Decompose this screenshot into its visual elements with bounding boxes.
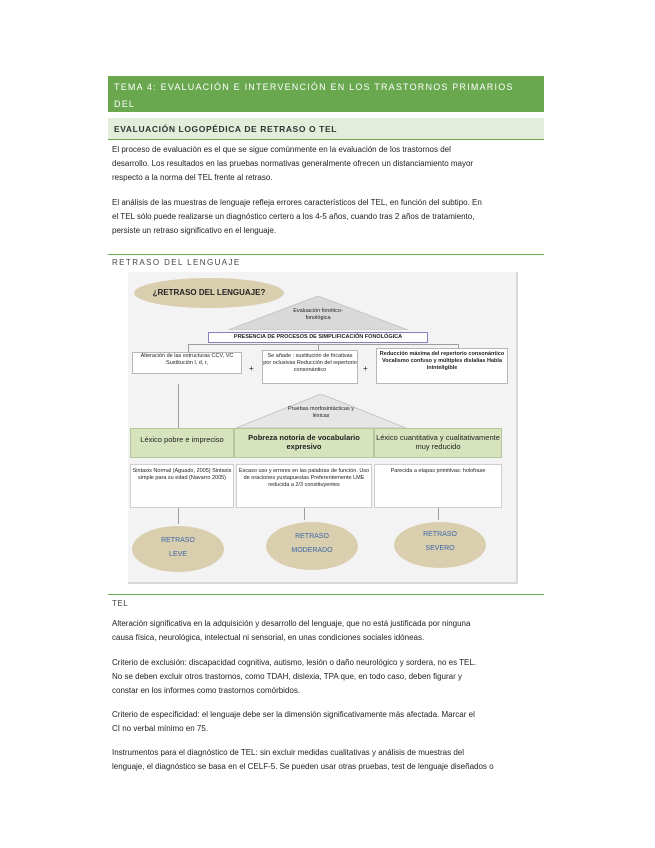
text-line: El análisis de las muestras de lenguaje refleja errores característicos del TEL, en función del subtipo. En [112,198,482,207]
banner-line-1: TEMA 4: EVALUACIÓN E INTERVENCIÓN EN LOS TRASTORNOS PRIMARIOS DEL [114,82,514,109]
oval-severo [394,522,486,568]
section-divider [108,254,544,255]
tel-paragraph-4 [112,746,540,774]
oval-moderado [266,522,358,570]
connector [178,508,179,524]
oval-severo-line2: SEVERO [425,545,455,552]
section-divider [108,594,544,595]
question-oval: ¿RETRASO DEL LENGUAJE? [134,278,284,308]
connector [438,508,439,520]
text-line: persiste un retraso significativo en el lenguaje. [112,226,277,235]
oval-leve-line1: RETRASO [161,537,195,544]
tel-paragraph-3 [112,708,540,736]
oval-moderado-line1: RETRASO [295,533,329,540]
syntax-left: Sintaxis Normal (Aguado, 2005) Sintaxis simple para su edad (Navarro 2005) [130,464,234,508]
text-line: Criterio de exclusión: discapacidad cognitiva, autismo, lesión o daño neurológico y sordera, no es TEL. [112,658,477,667]
connector [178,384,179,428]
connector [304,508,305,520]
plus-sign: + [249,364,254,373]
oval-leve [132,526,224,572]
connector [188,344,189,352]
connector [188,344,458,345]
title-banner [108,76,544,112]
text-line: El proceso de evaluación es el que se sigue comúnmente en la evaluación de los trastornos del [112,145,451,154]
text-line: lenguaje, el diagnóstico se basa en el CELF-5. Se pueden usar otras pruebas, test de lenguaje diseñados o [112,762,494,771]
section-title-tel: TEL [112,599,129,608]
presencia-box: PRESENCIA DE PROCESOS DE SIMPLIFICACIÓN FONOLÓGICA [208,332,428,343]
lexico-right: Léxico cuantitativa y cualitativamente muy reducido [374,428,502,458]
text-line: causa física, neurológica, intelectual ni sensorial, en unas condiciones sociales idóneas. [112,633,425,642]
box-right: Reducción máxima del repertorio consonántico Vocalismo confuso y múltiples dislalias Habla ininteligible [376,348,508,384]
intro-paragraph-2 [112,196,540,238]
text-line: constar en los informes como trastornos comórbidos. [112,686,301,695]
intro-paragraph-1 [112,143,540,185]
text-line: Criterio de especificidad: el lenguaje debe ser la dimensión significativamente más afectada. Marcar el [112,710,475,719]
tel-paragraph-1 [112,617,540,645]
lexico-left: Léxico pobre e impreciso [130,428,234,458]
pruebas-label: Pruebas morfosintácticas y léxicas [287,406,355,419]
section-title-retraso: RETRASO DEL LENGUAJE [112,258,241,267]
text-line: Instrumentos para el diagnóstico de TEL: sin excluir medidas cualitativas y análisis de muestras del [112,748,465,757]
text-line: Alteración significativa en la adquisición y desarrollo del lenguaje, que no está justificada por ninguna [112,619,471,628]
box-mid: Se añade : sustitución de fricativas por oclusivas Reducción del repertorio consonántico [262,350,358,384]
syntax-mid: Escaso uso y errores en las palabras de función. Uso de oraciones yuxtapuestas Preferentemente LME reducida a 2/3 constituyentes [236,464,372,508]
flow-diagram [128,272,518,584]
syntax-right: Parecida a etapas primitivas: holofrase [374,464,502,508]
plus-sign: + [363,364,368,373]
text-line: respecto a la norma del TEL frente al retraso. [112,173,273,182]
tel-paragraph-2 [112,656,540,698]
lexico-mid: Pobreza notoria de vocabulario expresivo [234,428,374,458]
text-line: No se deben excluir otros trastornos, como TDAH, dislexia, TPA que, en todo caso, deben figurar y [112,672,462,681]
section-subheading: EVALUACIÓN LOGOPÉDICA DE RETRASO O TEL [108,118,544,140]
text-line: desarrollo. Los resultados en las pruebas normativas generalmente ofrecen un distanciamiento mayor [112,159,474,168]
oval-leve-line2: LEVE [169,551,187,558]
box-left: Alteración de las estructuras CCV, VC Sustitución l, d, r, [132,352,242,374]
text-line: CI no verbal mínimo en 75. [112,724,209,733]
oval-moderado-line2: MODERADO [291,547,333,554]
text-line: el TEL sólo puede realizarse un diagnóstico certero a los 4-5 años, cuando tras 2 años de tratamiento, [112,212,475,221]
oval-severo-line1: RETRASO [423,531,457,538]
eval-fonetico-label: Evaluación fonético-fonológica [293,308,343,321]
